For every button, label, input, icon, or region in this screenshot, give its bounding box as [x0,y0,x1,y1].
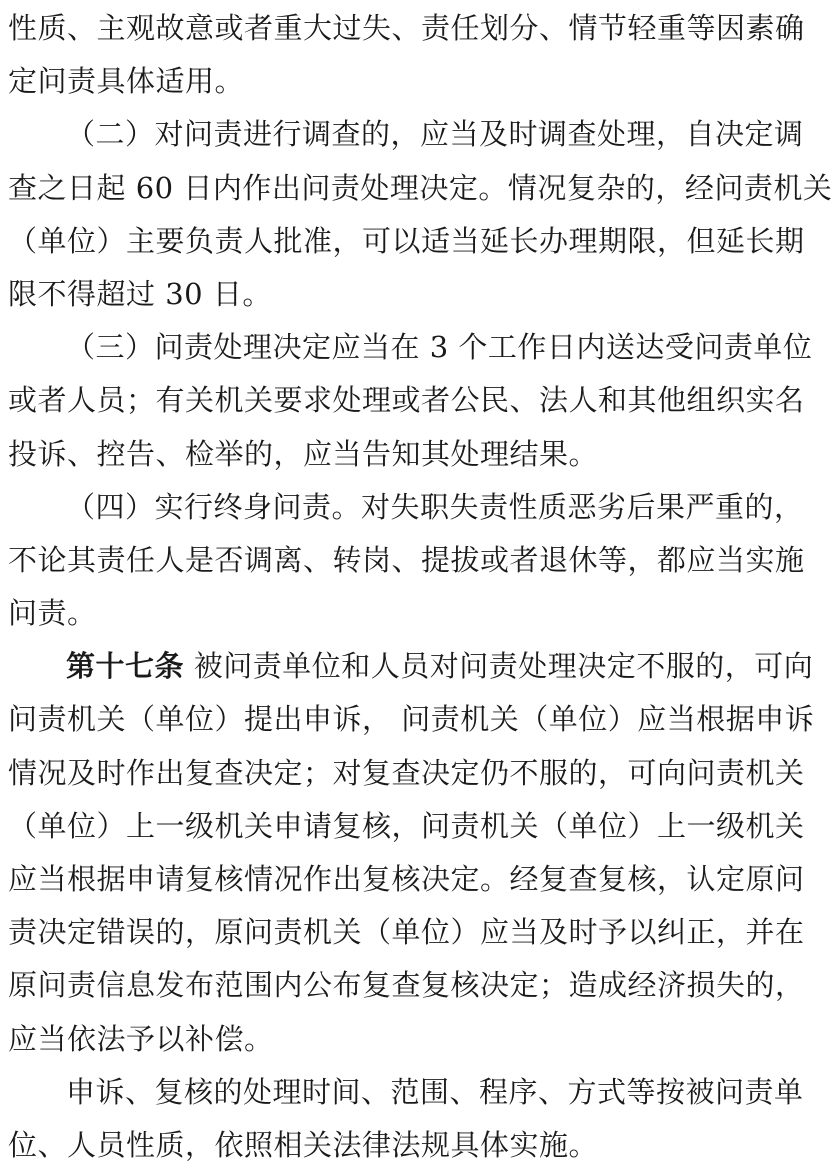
paragraph-item-4 [8,481,805,641]
text-line: 定问责具体适用。 [8,64,245,99]
text-line: 应当根据申请复核情况作出复核决定。经复查复核，认定原问 [8,862,805,896]
text-line: 申诉、复核的处理时间、范围、程序、方式等按被问责单 [66,1074,804,1109]
text-line: 问责。 [8,596,97,631]
text-line: 情况及时作出复查决定；对复查决定仍不服的，可向问责机关 [8,755,805,790]
text-line: 位、人员性质，依照相关法律法规具体实施。 [8,1127,599,1162]
paragraph-final [8,1066,804,1172]
text-line: 应当依法予以补偿。 [8,1021,274,1056]
article-title: 第十七条 [66,649,185,684]
text-line: 不论其责任人是否调离、转岗、提拔或者退休等，都应当实施 [8,542,805,577]
text-line [8,640,814,693]
text-line: （单位）主要负责人批准，可以适当延长办理期限，但延长期 [8,223,805,258]
text-line: 查之日起 60 日内作出问责处理决定。情况复杂的，经问责机关 [8,170,832,205]
article-text: 被问责单位和人员对问责处理决定不服的，可向 [184,649,814,684]
text-line: （单位）上一级机关申请复核，问责机关（单位）上一级机关 [8,808,805,843]
text-line: （二）对问责进行调查的，应当及时调查处理，自决定调 [66,117,804,152]
article-17 [8,640,815,1066]
paragraph-item-3 [8,321,813,481]
text-line: 性质、主观故意或者重大过失、责任划分、情节轻重等因素确 [8,11,805,45]
text-line: 原问责信息发布范围内公布复查复核决定；造成经济损失的， [8,968,805,1003]
paragraph-continuation [8,2,805,108]
text-line: 或者人员；有关机关要求处理或者公民、法人和其他组织实名 [8,383,805,418]
text-line: 限不得超过 30 日。 [8,276,272,311]
text-line: 问责机关（单位）提出申诉， 问责机关（单位）应当根据申诉 [8,702,815,737]
text-line: （四）实行终身问责。对失职失责性质恶劣后果严重的， [66,489,804,524]
text-line: 投诉、控告、检举的，应当告知其处理结果。 [8,436,599,471]
paragraph-item-2 [8,108,832,321]
text-line: 责决定错误的，原问责机关（单位）应当及时予以纠正，并在 [8,915,805,950]
text-line: （三）问责处理决定应当在 3 个工作日内送达受问责单位 [66,330,813,365]
